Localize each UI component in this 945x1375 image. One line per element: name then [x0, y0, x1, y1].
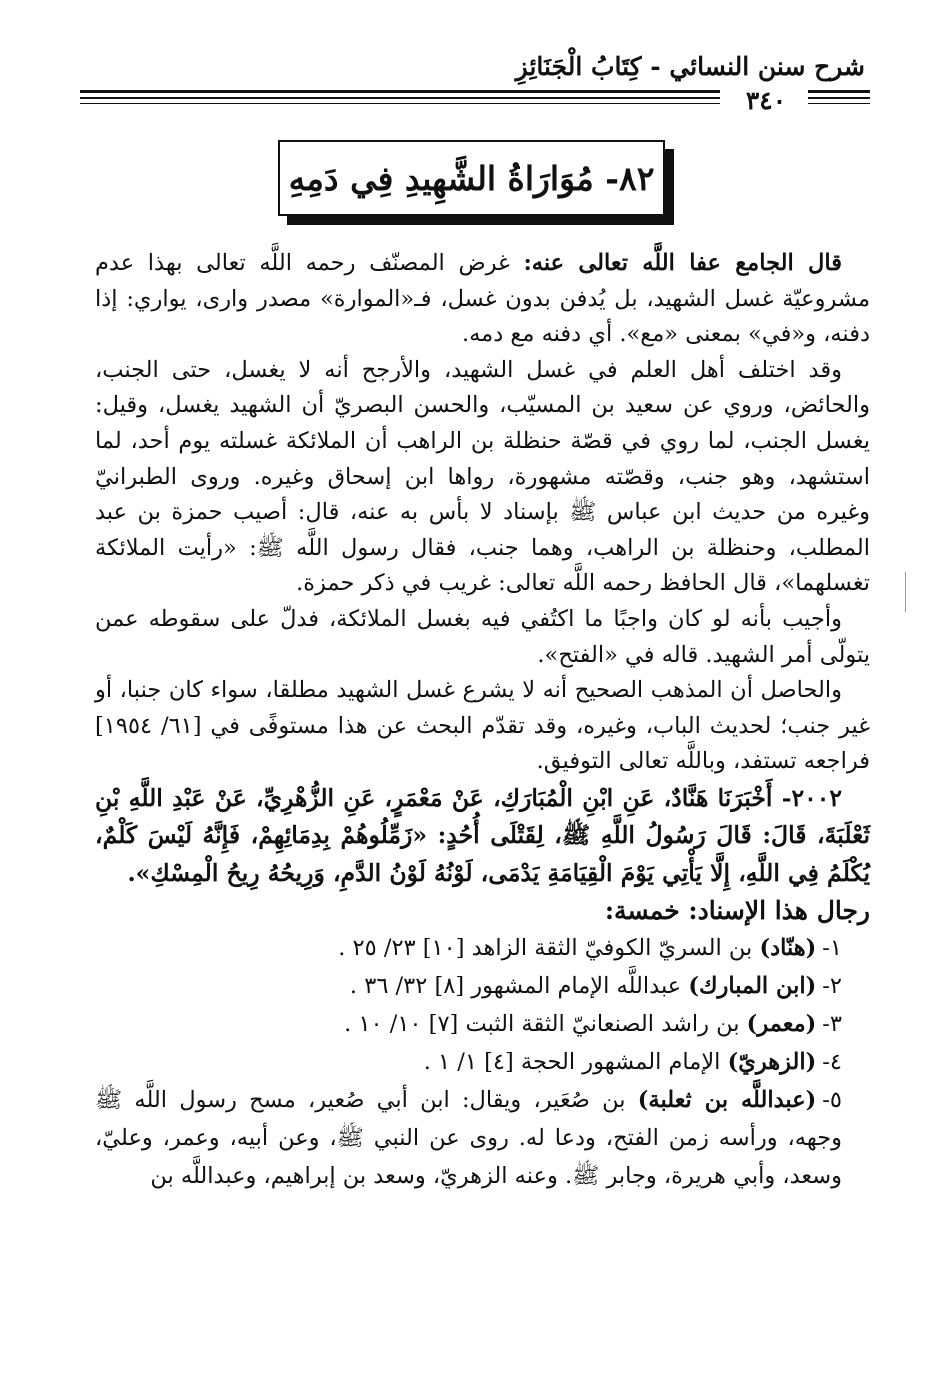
- narrator-item: [95, 1043, 842, 1081]
- narrator-description: بن السريّ الكوفيّ الثقة الزاهد [١٠] ٢٣/ ٢٥ .: [338, 935, 753, 962]
- paragraph-conclusion: والحاصل أن المذهب الصحيح أنه لا يشرع غسل الشهيد مطلقا، سواء كان جنبا، أو غير جنب؛ لحديث الباب، وغيره، وقد تقدّم البحث عن هذا مستوفًى في [٦١/ ١٩٥٤] فراجعه تستفد، وباللَّه تعالى التوفيق.: [95, 677, 871, 775]
- chapter-title-box: [278, 140, 665, 216]
- narrator-item: [95, 1081, 842, 1195]
- narrator-list: [95, 929, 870, 1195]
- narrator-number: ٥-: [822, 1087, 842, 1114]
- intro-lead: قال الجامع عفا اللَّه تعالى عنه:: [523, 250, 842, 276]
- narrator-name: (عبداللَّه بن ثعلبة): [637, 1087, 817, 1114]
- running-header-title: شرح سنن النسائي - كِتَابُ الْجَنَائِزِ: [515, 52, 865, 81]
- narrator-number: ١-: [822, 935, 842, 962]
- header-rule: [80, 103, 720, 104]
- narrator-item: [95, 967, 842, 1005]
- header-rule: [808, 103, 870, 104]
- header-rule: [80, 90, 720, 93]
- narrator-number: ٢-: [822, 973, 842, 1000]
- narrator-number: ٤-: [822, 1049, 842, 1076]
- narrator-description: عبداللَّه الإمام المشهور [٨] ٣٢/ ٣٦ .: [349, 973, 682, 1000]
- header-rule: [808, 90, 870, 93]
- chapter-title: ٨٢- مُوَارَاةُ الشَّهِيدِ فِي دَمِهِ: [288, 158, 655, 198]
- narrator-name: (هنّاد): [759, 935, 817, 962]
- rijal-heading: رجال هذا الإسناد: خمسة:: [604, 896, 870, 926]
- intro-text: غرض المصنّف رحمه اللَّه تعالى بهذا عدم مشروعيّة غسل الشهيد، بل يُدفن بدون غسل، فـ«الموارة» مصدر وارى، يواري: إذا دفنه، و«في» بمعنى «مع». أي دفنه مع دمه.: [95, 250, 870, 348]
- narrator-name: (ابن المبارك): [688, 973, 817, 1000]
- paragraph-response: وأجيب بأنه لو كان واجبًا ما اكتُفي فيه بغسل الملائكة، فدلّ على سقوطه عمن يتولّى أمر الشهيد. قاله في «الفتح».: [95, 605, 870, 668]
- intro-paragraph: [95, 246, 870, 353]
- narrator-name: (معمر): [746, 1011, 817, 1038]
- page-number: ٣٤٠: [745, 86, 787, 115]
- narrator-description: الإمام المشهور الحجة [٤] ١/ ١ .: [423, 1049, 721, 1076]
- narrator-number: ٣-: [822, 1011, 842, 1038]
- narrator-description: بن صُعَير، ويقال: ابن أبي صُعير، مسح رسول اللَّه ﷺ وجهه، ورأسه زمن الفتح، ودعا له. روى عن النبي ﷺ، وعن أبيه، وعمر، وعليّ، وسعد، وأبي هريرة، وجابر ﷺ. وعنه الزهريّ، وسعد بن إبراهيم، وعبداللَّه بن: [95, 1087, 842, 1190]
- narrator-name: (الزهريّ): [727, 1049, 817, 1076]
- body-text: [95, 246, 870, 1195]
- header-rule: [808, 97, 870, 99]
- narrator-description: بن راشد الصنعانيّ الثقة الثبت [٧] ١٠/ ١٠ .: [344, 1011, 740, 1038]
- header-rule: [80, 97, 720, 99]
- hadith-text: ٢٠٠٢- أَخْبَرَنَا هَنَّادٌ، عَنِ ابْنِ الْمُبَارَكِ، عَنْ مَعْمَرٍ، عَنِ الزُّهْرِيِّ، عَنْ عَبْدِ اللَّهِ بْنِ ثَعْلَبَةَ، قَالَ: قَالَ رَسُولُ اللَّهِ ﷺ، لِقَتْلَى أُحُدٍ: «زَمِّلُوهُمْ بِدِمَائِهِمْ، فَإِنَّهُ لَيْسَ كَلْمٌ، يُكْلَمُ فِي اللَّهِ، إِلَّا يَأْتِي يَوْمَ الْقِيَامَةِ يَدْمَى، لَوْنُهُ لَوْنُ الدَّمِ، وَرِيحُهُ رِيحُ الْمِسْكِ».: [95, 783, 870, 887]
- paragraph-difference-of-opinion: وقد اختلف أهل العلم في غسل الشهيد، والأرجح أنه لا يغسل، حتى الجنب، والحائض، وروي عن سعيد بن المسيّب، والحسن البصريّ أن الشهيد يغسل، وقيل: يغسل الجنب، لما روي في قصّة حنظلة بن الراهب أن الملائكة غسلته يوم أحد، لما استشهد، وهو جنب، وقصّته مشهورة، رواها ابن إسحاق وغيره. وروى الطبرانيّ وغيره من حديث ابن عباس ﷺ بإسناد لا بأس به عنه، قال: أصيب حمزة بن عبد المطلب، وحنظلة بن الراهب، وهما جنب، فقال رسول اللَّه ﷺ: «رأيت الملائكة تغسلهما»، قال الحافظ رحمه اللَّه تعالى: غريب في ذكر حمزة.: [95, 356, 870, 597]
- narrator-item: [95, 929, 842, 967]
- narrator-item: [95, 1005, 842, 1043]
- margin-mark: [905, 572, 906, 612]
